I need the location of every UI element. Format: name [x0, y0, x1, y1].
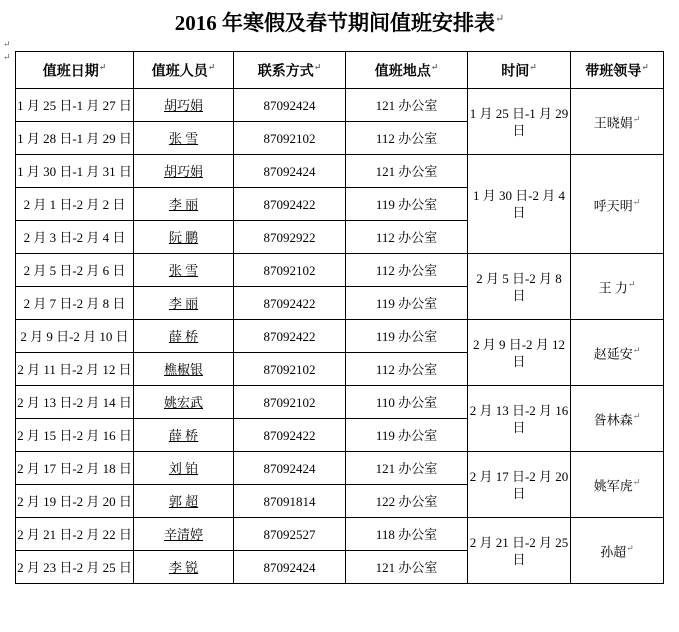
table-body: [16, 89, 664, 584]
cell-contact: 87092422: [234, 188, 346, 221]
column-header-duty-location: 值班地点↵: [346, 52, 468, 89]
cell-duty-location: 119 办公室: [346, 287, 468, 320]
cell-duty-date: 1 月 28 日-1 月 29 日: [16, 122, 134, 155]
paragraph-mark-icon: ↵: [98, 62, 107, 73]
cell-time-range: 2 月 5 日-2 月 8 日: [468, 254, 571, 320]
cell-contact: 87092422: [234, 287, 346, 320]
cell-leader: 王 力↵: [571, 254, 664, 320]
cell-contact: 87092527: [234, 518, 346, 551]
paragraph-mark-icon: ↵: [313, 62, 322, 73]
cell-duty-date: 2 月 19 日-2 月 20 日: [16, 485, 134, 518]
cell-duty-location: 112 办公室: [346, 221, 468, 254]
cell-leader: 呼天明↵: [571, 155, 664, 254]
paragraph-mark-icon: ↵: [632, 114, 641, 125]
cell-duty-location: 118 办公室: [346, 518, 468, 551]
cell-leader: 王晓娟↵: [571, 89, 664, 155]
cell-duty-person: 李 丽: [134, 188, 234, 221]
cell-duty-date: 2 月 11 日-2 月 12 日: [16, 353, 134, 386]
margin-mark: ↵: [3, 39, 11, 49]
table-header-row: [16, 52, 664, 89]
cell-duty-date: 1 月 25 日-1 月 27 日: [16, 89, 134, 122]
column-header-duty-person: 值班人员↵: [134, 52, 234, 89]
paragraph-mark-icon: ↵: [632, 345, 641, 356]
cell-contact: 87092102: [234, 386, 346, 419]
cell-duty-date: 2 月 13 日-2 月 14 日: [16, 386, 134, 419]
cell-leader: 昝林森↵: [571, 386, 664, 452]
cell-time-range: 2 月 17 日-2 月 20 日: [468, 452, 571, 518]
cell-time-range: 2 月 13 日-2 月 16 日: [468, 386, 571, 452]
paragraph-mark-icon: ↵: [632, 411, 641, 422]
cell-contact: 87092422: [234, 320, 346, 353]
cell-duty-location: 121 办公室: [346, 452, 468, 485]
page-title: [0, 0, 679, 37]
cell-duty-location: 122 办公室: [346, 485, 468, 518]
cell-contact: 87092102: [234, 254, 346, 287]
paragraph-mark-icon: ↵: [641, 62, 649, 73]
cell-duty-date: 2 月 3 日-2 月 4 日: [16, 221, 134, 254]
cell-duty-person: 张 雪: [134, 254, 234, 287]
table-row: [16, 89, 664, 122]
column-header-leader: 带班领导↵: [571, 52, 664, 89]
cell-duty-person: 李 丽: [134, 287, 234, 320]
cell-duty-date: 2 月 17 日-2 月 18 日: [16, 452, 134, 485]
cell-duty-person: 辛清婷: [134, 518, 234, 551]
cell-duty-date: 2 月 15 日-2 月 16 日: [16, 419, 134, 452]
cell-duty-person: 薛 桥: [134, 419, 234, 452]
cell-duty-location: 121 办公室: [346, 89, 468, 122]
cell-contact: 87092424: [234, 452, 346, 485]
column-header-duty-date: 值班日期↵: [16, 52, 134, 89]
paragraph-mark-icon: ↵: [529, 62, 537, 73]
cell-time-range: 2 月 9 日-2 月 12 日: [468, 320, 571, 386]
cell-duty-location: 112 办公室: [346, 254, 468, 287]
page-title-text: 2016 年寒假及春节期间值班安排表: [174, 11, 496, 35]
cell-duty-person: 胡巧娟: [134, 155, 234, 188]
cell-leader: 赵延安↵: [571, 320, 664, 386]
paragraph-mark-icon: ↵: [207, 62, 216, 73]
cell-leader: 孙超↵: [571, 518, 664, 584]
cell-duty-date: 1 月 30 日-1 月 31 日: [16, 155, 134, 188]
cell-contact: 87092424: [234, 551, 346, 584]
cell-duty-location: 121 办公室: [346, 551, 468, 584]
paragraph-mark-icon: ↵: [632, 196, 641, 207]
cell-duty-location: 110 办公室: [346, 386, 468, 419]
paragraph-mark-icon: ↵: [626, 543, 634, 554]
paragraph-mark-icon: ↵: [632, 477, 641, 488]
cell-duty-person: 胡巧娟: [134, 89, 234, 122]
table-row: [16, 452, 664, 485]
cell-duty-person: 刘 铂: [134, 452, 234, 485]
cell-duty-date: 2 月 7 日-2 月 8 日: [16, 287, 134, 320]
cell-duty-person: 姚宏武: [134, 386, 234, 419]
cell-duty-person: 薛 桥: [134, 320, 234, 353]
cell-duty-person: 郭 超: [134, 485, 234, 518]
cell-duty-date: 2 月 1 日-2 月 2 日: [16, 188, 134, 221]
cell-time-range: 1 月 25 日-1 月 29 日: [468, 89, 571, 155]
duty-schedule-table: [15, 51, 664, 584]
cell-duty-location: 119 办公室: [346, 320, 468, 353]
cell-duty-person: 阮 鹏: [134, 221, 234, 254]
cell-duty-location: 112 办公室: [346, 353, 468, 386]
margin-mark: ↵: [3, 52, 11, 62]
cell-contact: 87092424: [234, 89, 346, 122]
cell-contact: 87092102: [234, 353, 346, 386]
table-row: [16, 386, 664, 419]
cell-contact: 87092102: [234, 122, 346, 155]
cell-duty-location: 112 办公室: [346, 122, 468, 155]
cell-time-range: 2 月 21 日-2 月 25 日: [468, 518, 571, 584]
cell-duty-person: 李 锐: [134, 551, 234, 584]
table-row: [16, 254, 664, 287]
cell-contact: 87092422: [234, 419, 346, 452]
paragraph-mark-icon: ↵: [627, 279, 636, 290]
cell-duty-person: 樵椒银: [134, 353, 234, 386]
table-row: [16, 155, 664, 188]
column-header-contact: 联系方式↵: [234, 52, 346, 89]
cell-duty-date: 2 月 9 日-2 月 10 日: [16, 320, 134, 353]
cell-duty-date: 2 月 21 日-2 月 22 日: [16, 518, 134, 551]
table-row: [16, 518, 664, 551]
cell-contact: 87092922: [234, 221, 346, 254]
paragraph-mark-icon: ↵: [430, 62, 439, 73]
cell-duty-date: 2 月 23 日-2 月 25 日: [16, 551, 134, 584]
margin-paragraph-marks: [3, 38, 11, 64]
cell-contact: 87092424: [234, 155, 346, 188]
table-row: [16, 320, 664, 353]
cell-duty-location: 119 办公室: [346, 419, 468, 452]
cell-time-range: 1 月 30 日-2 月 4 日: [468, 155, 571, 254]
cell-duty-date: 2 月 5 日-2 月 6 日: [16, 254, 134, 287]
cell-leader: 姚军虎↵: [571, 452, 664, 518]
column-header-time: 时间↵: [468, 52, 571, 89]
cell-duty-location: 119 办公室: [346, 188, 468, 221]
paragraph-mark-icon: ↵: [495, 13, 505, 25]
cell-duty-person: 张 雪: [134, 122, 234, 155]
cell-contact: 87091814: [234, 485, 346, 518]
cell-duty-location: 121 办公室: [346, 155, 468, 188]
